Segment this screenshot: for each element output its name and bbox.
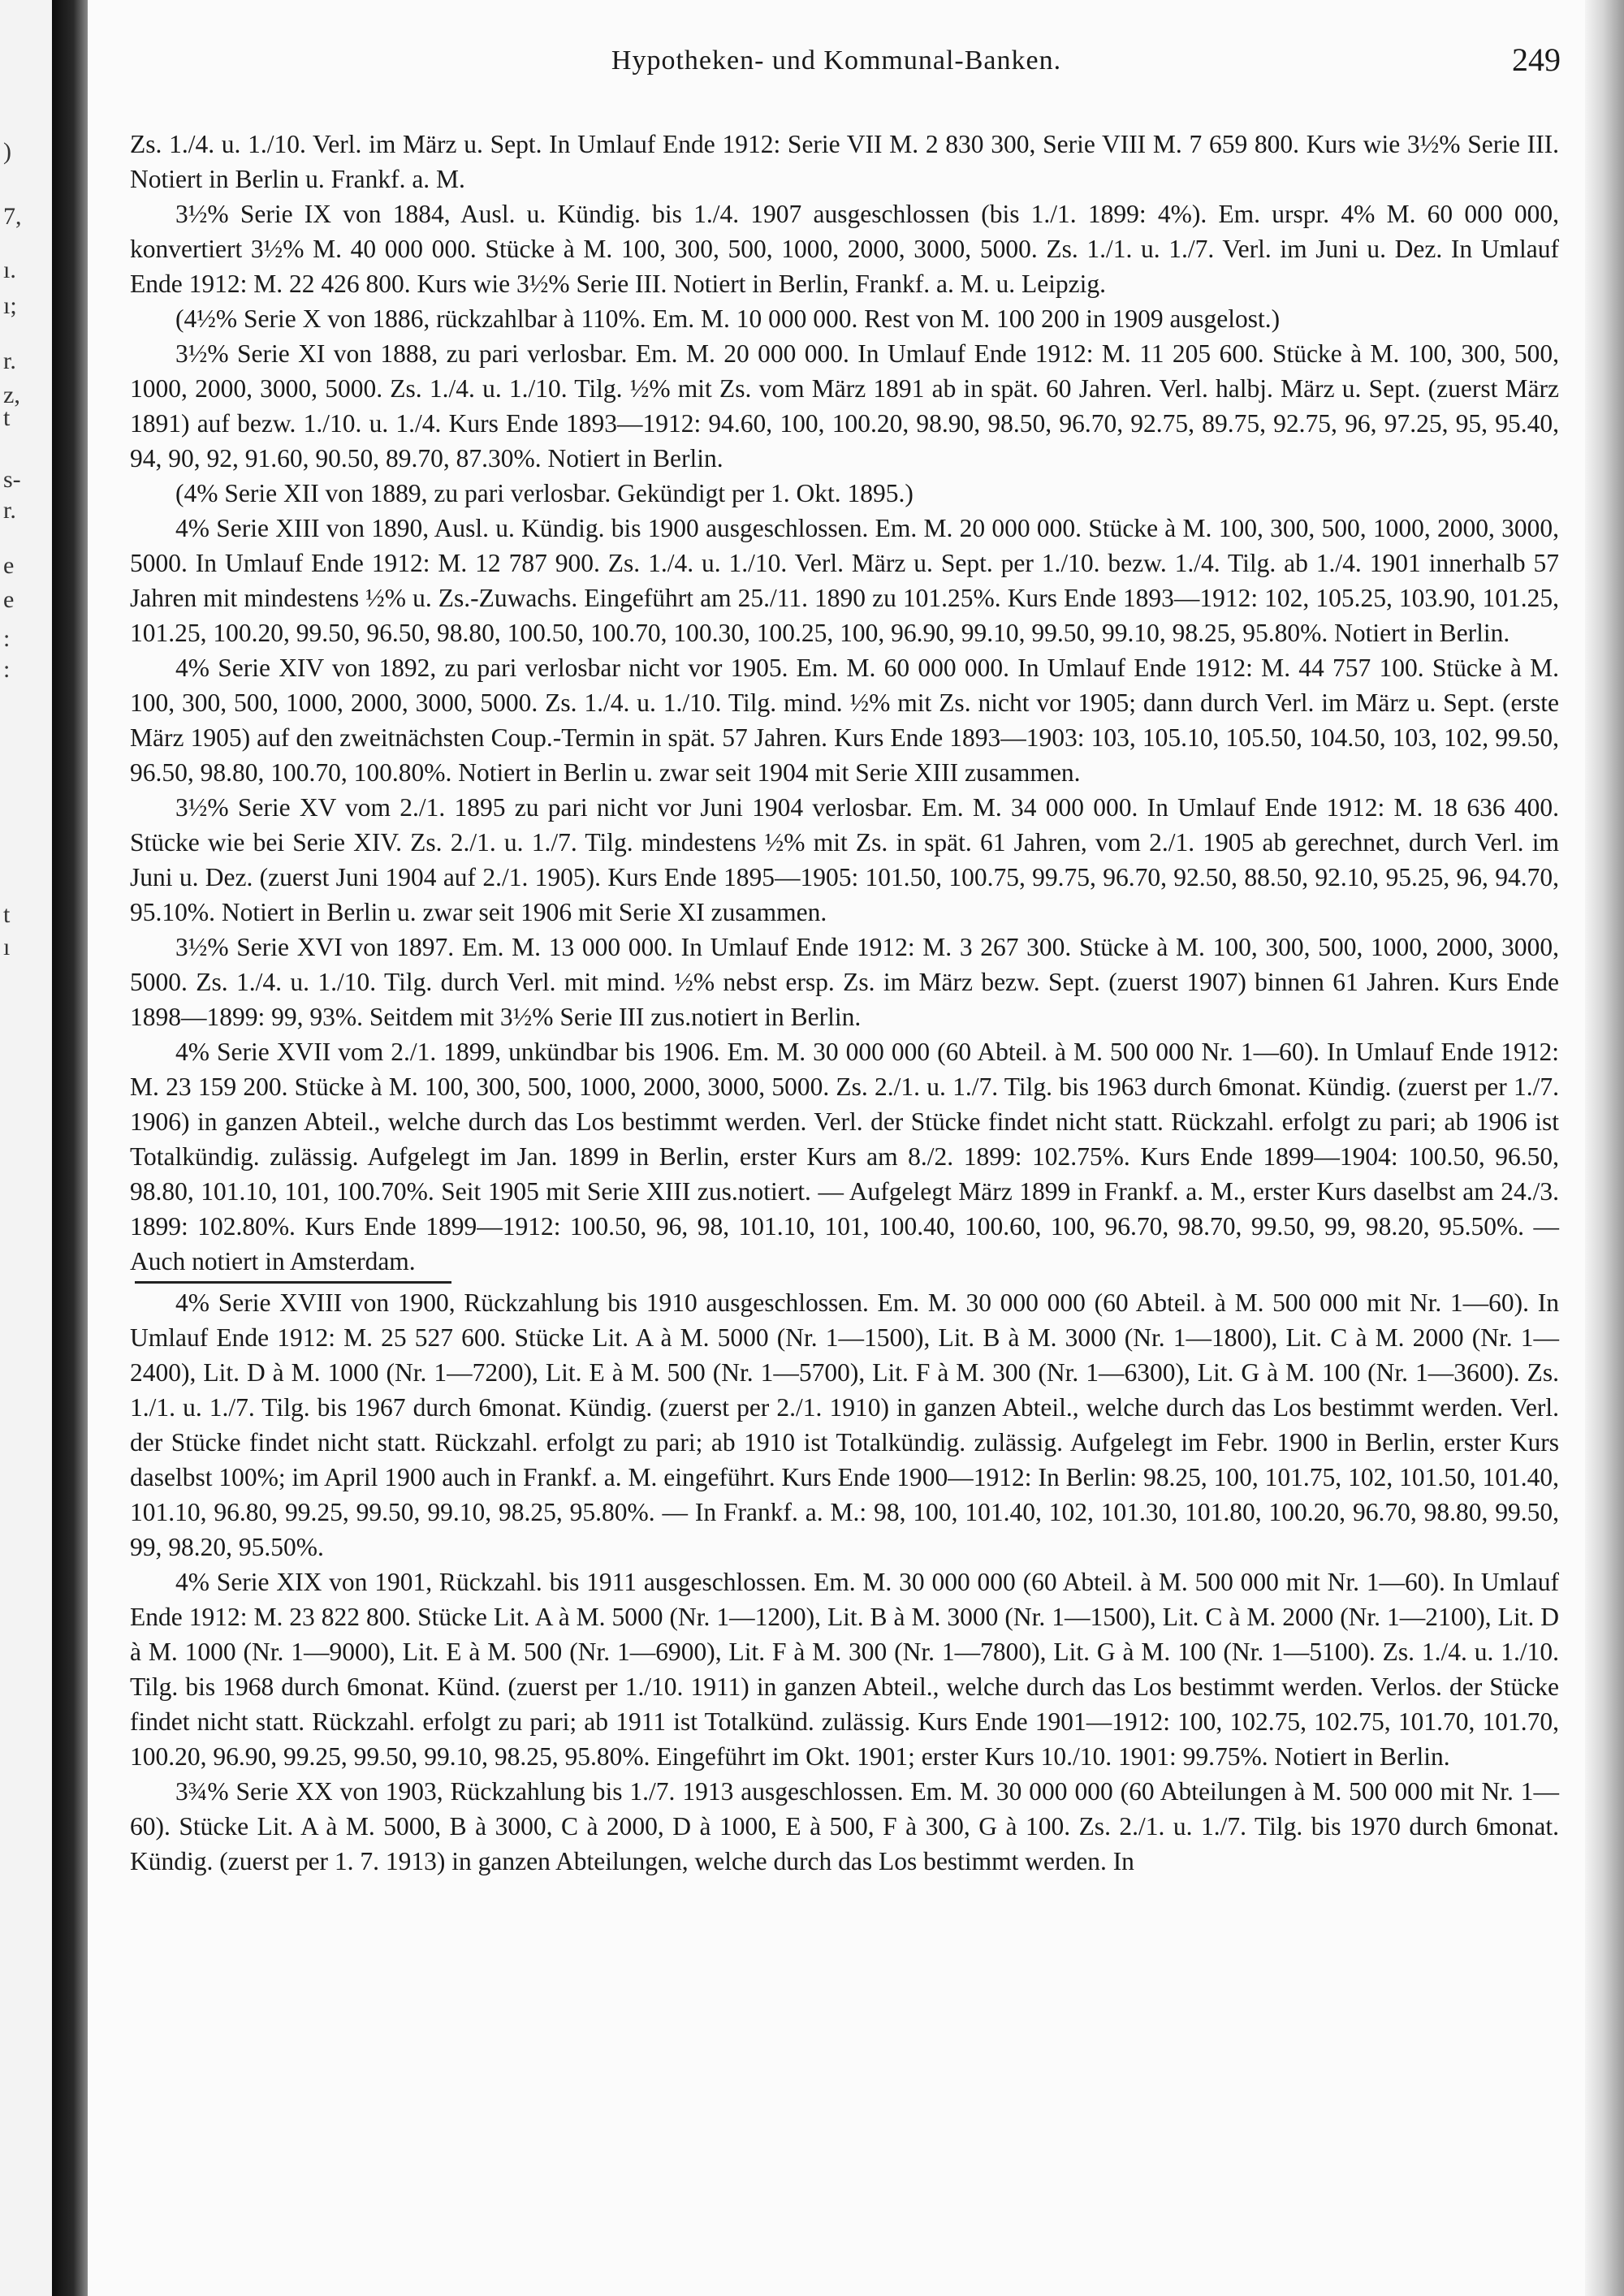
paragraph-serie-x: (4½% Serie X von 1886, rückzahlbar à 110%. Em. M. 10 000 000. Rest von M. 100 200 in 1909 ausgelost.) — [175, 304, 1281, 333]
paragraph-serie-vii-viii: Zs. 1./4. u. 1./10. Verl. im März u. Sept. In Umlauf Ende 1912: Serie VII M. 2 830 300, Serie VIII M. 7 659 800. Kurs wie 3½% Serie III. Notiert in Berlin u. Frankf. a. M. — [130, 130, 1559, 193]
paragraph-serie-xi: 3½% Serie XI von 1888, zu pari verlosbar. Em. M. 20 000 000. In Umlauf Ende 1912: M. 11 205 600. Stücke à M. 100, 300, 500, 1000, 2000, 3000, 5000. Zs. 1./4. u. 1./10. Tilg. ½% mit Zs. vom März 1891 ab in spät. 60 Jahren. Verl. halbj. März u. Sept. (zuerst März 1891) auf bezw. 1./10. u. 1./4. Kurs Ende 1893—1912: 94.60, 100, 100.20, 98.90, 98.50, 96.70, 92.75, 89.75, 92.75, 96, 97.25, 95, 95.40, 94, 90, 92, 91.60, 90.50, 89.70, 87.30%. Notiert in Berlin. — [130, 339, 1559, 473]
book-page — [88, 0, 1585, 2296]
paragraph-serie-ix: 3½% Serie IX von 1884, Ausl. u. Kündig. bis 1./4. 1907 ausgeschlossen (bis 1./1. 1899: 4%). Em. urspr. 4% M. 60 000 000, konvertiert 3½% M. 40 000 000. Stücke à M. 100, 300, 500, 1000, 2000, 3000, 5000. Zs. 1./1. u. 1./7. Verl. im Juni u. Dez. In Umlauf Ende 1912: M. 22 426 800. Kurs wie 3½% Serie III. Notiert in Berlin, Frankf. a. M. u. Leipzig. — [130, 200, 1559, 298]
running-head: Hypotheken- und Kommunal-Banken. — [611, 45, 1062, 76]
gutter-char: ) — [3, 138, 11, 165]
paragraph-serie-xiv: 4% Serie XIV von 1892, zu pari verlosbar nicht vor 1905. Em. M. 60 000 000. In Umlauf Ende 1912: M. 44 757 100. Stücke à M. 100, 300, 500, 1000, 2000, 3000, 5000. Zs. 1./4. u. 1./10. Tilg. mind. ½% mit Zs. nicht vor 1905; dann durch Verl. im März u. Sept. (erste März 1905) auf den zweitnächsten Coup.-Termin in spät. 57 Jahren. Kurs Ende 1893—1903: 103, 105.10, 105.50, 104.50, 103, 102, 99.50, 96.50, 98.80, 100.70, 100.80%. Notiert in Berlin u. zwar seit 1904 mit Serie XIII zusammen. — [130, 654, 1559, 787]
paragraph-serie-xiii: 4% Serie XIII von 1890, Ausl. u. Kündig. bis 1900 ausgeschlossen. Em. M. 20 000 000. Stücke à M. 100, 300, 500, 1000, 2000, 3000, 5000. In Umlauf Ende 1912: M. 12 787 900. Zs. 1./4. u. 1./10. Verl. März u. Sept. per 1./10. bezw. 1./4. Tilg. ab 1./4. 1901 innerhalb 57 Jahren mit mindestens ½% u. Zs.-Zuwachs. Eingeführt am 25./11. 1890 zu 101.25%. Kurs Ende 1893—1912: 102, 105.25, 103.90, 101.25, 101.25, 100.20, 99.50, 96.50, 98.80, 100.50, 100.70, 100.30, 100.25, 100, 96.90, 99.10, 99.50, 99.10, 98.25, 95.80%. Notiert in Berlin. — [130, 514, 1559, 647]
paragraph-serie-xviii: 4% Serie XVIII von 1900, Rückzahlung bis 1910 ausgeschlossen. Em. M. 30 000 000 (60 Abteil. à M. 500 000 mit Nr. 1—60). In Umlauf Ende 1912: M. 25 527 600. Stücke Lit. A à M. 5000 (Nr. 1—1500), Lit. B à M. 3000 (Nr. 1—1800), Lit. C à M. 2000 (Nr. 1—2400), Lit. D à M. 1000 (Nr. 1—7200), Lit. E à M. 500 (Nr. 1—5700), Lit. F à M. 300 (Nr. 1—6300), Lit. G à M. 100 (Nr. 1—3600). Zs. 1./1. u. 1./7. Tilg. bis 1967 durch 6monat. Kündig. (zuerst per 2./1. 1910) in ganzen Abteil., welche durch das Los bestimmt werden. Verl. der Stücke findet nicht statt. Rückzahl. erfolgt zu pari; ab 1910 ist Totalkündig. zulässig. Aufgelegt im Febr. 1900 in Berlin, erster Kurs daselbst 100%; im April 1900 auch in Frankf. a. M. eingeführt. Kurs Ende 1900—1912: In Berlin: 98.25, 100, 101.75, 102, 101.50, 101.40, 101.10, 96.80, 99.25, 99.50, 99.10, 98.25, 95.80%. — In Frankf. a. M.: 98, 100, 101.40, 102, 101.30, 101.80, 100.20, 96.70, 98.80, 99.50, 99, 98.20, 95.50%. — [130, 1288, 1559, 1561]
book-spine-shadow — [52, 0, 88, 2296]
paragraph-serie-xv: 3½% Serie XV vom 2./1. 1895 zu pari nicht vor Juni 1904 verlosbar. Em. M. 34 000 000. In Umlauf Ende 1912: M. 18 636 400. Stücke wie bei Serie XIV. Zs. 2./1. u. 1./7. Tilg. mindestens ½% mit Zs. in spät. 61 Jahren, vom 2./1. 1905 ab gerechnet, durch Verl. im Juni u. Dez. (zuerst Juni 1904 auf 2./1. 1905). Kurs Ende 1895—1905: 101.50, 100.75, 99.75, 96.70, 92.50, 88.50, 92.10, 95.25, 96, 94.70, 95.10%. Notiert in Berlin u. zwar seit 1906 mit Serie XI zusammen. — [130, 793, 1559, 926]
gutter-char: s- — [3, 466, 21, 493]
section-rule — [135, 1281, 451, 1284]
gutter-char: e — [3, 552, 15, 579]
gutter-char: t — [3, 901, 11, 928]
gutter-char: r. — [3, 497, 16, 524]
facing-page-margin — [0, 0, 52, 2296]
page-edge-shadow — [1585, 0, 1624, 2296]
gutter-char: 7, — [3, 203, 22, 230]
paragraph-serie-xvii: 4% Serie XVII vom 2./1. 1899, unkündbar bis 1906. Em. M. 30 000 000 (60 Abteil. à M. 500 000 Nr. 1—60). In Umlauf Ende 1912: M. 23 159 200. Stücke à M. 100, 300, 500, 1000, 2000, 3000, 5000. Zs. 2./1. u. 1./7. Tilg. bis 1963 durch 6monat. Kündig. (zuerst per 1./7. 1906) in ganzen Abteil., welche durch das Los bestimmt werden. Verl. der Stücke findet nicht statt. Rückzahl. erfolgt zu pari; ab 1906 ist Totalkündig. zulässig. Aufgelegt im Jan. 1899 in Berlin, erster Kurs am 8./2. 1899: 102.75%. Kurs Ende 1899—1904: 100.50, 96.50, 98.80, 101.10, 101, 100.70%. Seit 1905 mit Serie XIII zus.notiert. — Aufgelegt März 1899 in Frankf. a. M., erster Kurs daselbst am 24./3. 1899: 102.80%. Kurs Ende 1899—1912: 100.50, 96, 98, 101.10, 101, 100.40, 100.60, 100, 96.70, 98.70, 99.50, 99, 98.20, 95.50%. — Auch notiert in Amsterdam. — [130, 1038, 1559, 1275]
paragraph-serie-xii: (4% Serie XII von 1889, zu pari verlosbar. Gekündigt per 1. Okt. 1895.) — [175, 479, 914, 507]
page-header — [88, 41, 1585, 86]
gutter-char: t — [3, 404, 11, 431]
gutter-char: : — [3, 625, 11, 652]
gutter-char: ı. — [3, 257, 16, 283]
paragraph-serie-xvi: 3½% Serie XVI von 1897. Em. M. 13 000 000. In Umlauf Ende 1912: M. 3 267 300. Stücke à M. 100, 300, 500, 1000, 2000, 3000, 5000. Zs. 1./4. u. 1./10. Tilg. durch Verl. mit mind. ½% nebst ersp. Zs. im März bezw. Sept. (zuerst 1907) binnen 61 Jahren. Kurs Ende 1898—1899: 99, 93%. Seitdem mit 3½% Serie III zus.notiert in Berlin. — [130, 933, 1559, 1031]
gutter-char: ı; — [3, 292, 17, 319]
gutter-char: z, — [3, 382, 20, 408]
gutter-char: e — [3, 586, 15, 613]
paragraph-serie-xx: 3¾% Serie XX von 1903, Rückzahlung bis 1./7. 1913 ausgeschlossen. Em. M. 30 000 000 (60 Abteilungen à M. 500 000 mit Nr. 1—60). Stücke Lit. A à M. 5000, B à 3000, C à 2000, D à 1000, E à 500, F à 300, G à 100. Zs. 2./1. u. 1./7. Tilg. bis 1970 durch 6monat. Kündig. (zuerst per 1. 7. 1913) in ganzen Abteilungen, welche durch das Los bestimmt werden. In — [130, 1777, 1559, 1875]
gutter-char: ı — [3, 934, 11, 960]
body-text — [130, 127, 1559, 1879]
page-number: 249 — [1512, 41, 1561, 78]
gutter-char: r. — [3, 347, 16, 374]
paragraph-serie-xix: 4% Serie XIX von 1901, Rückzahl. bis 1911 ausgeschlossen. Em. M. 30 000 000 (60 Abteil. à M. 500 000 mit Nr. 1—60). In Umlauf Ende 1912: M. 23 822 800. Stücke Lit. A à M. 5000 (Nr. 1—1200), Lit. B à M. 3000 (Nr. 1—1500), Lit. C à M. 2000 (Nr. 1—2100), Lit. D à M. 1000 (Nr. 1—9000), Lit. E à M. 500 (Nr. 1—6900), Lit. F à M. 300 (Nr. 1—7800), Lit. G à M. 100 (Nr. 1—5100). Zs. 1./4. u. 1./10. Tilg. bis 1968 durch 6monat. Künd. (zuerst per 1./10. 1911) in ganzen Abteil., welche durch das Los bestimmt werden. Verlos. der Stücke findet nicht statt. Rückzahl. erfolgt zu pari; ab 1911 ist Totalkünd. zulässig. Kurs Ende 1901—1912: 100, 102.75, 102.75, 101.70, 101.70, 100.20, 96.90, 99.25, 99.50, 99.10, 98.25, 95.80%. Eingeführt im Okt. 1901; erster Kurs 10./10. 1901: 99.75%. Notiert in Berlin. — [130, 1568, 1559, 1771]
gutter-char: : — [3, 656, 11, 683]
